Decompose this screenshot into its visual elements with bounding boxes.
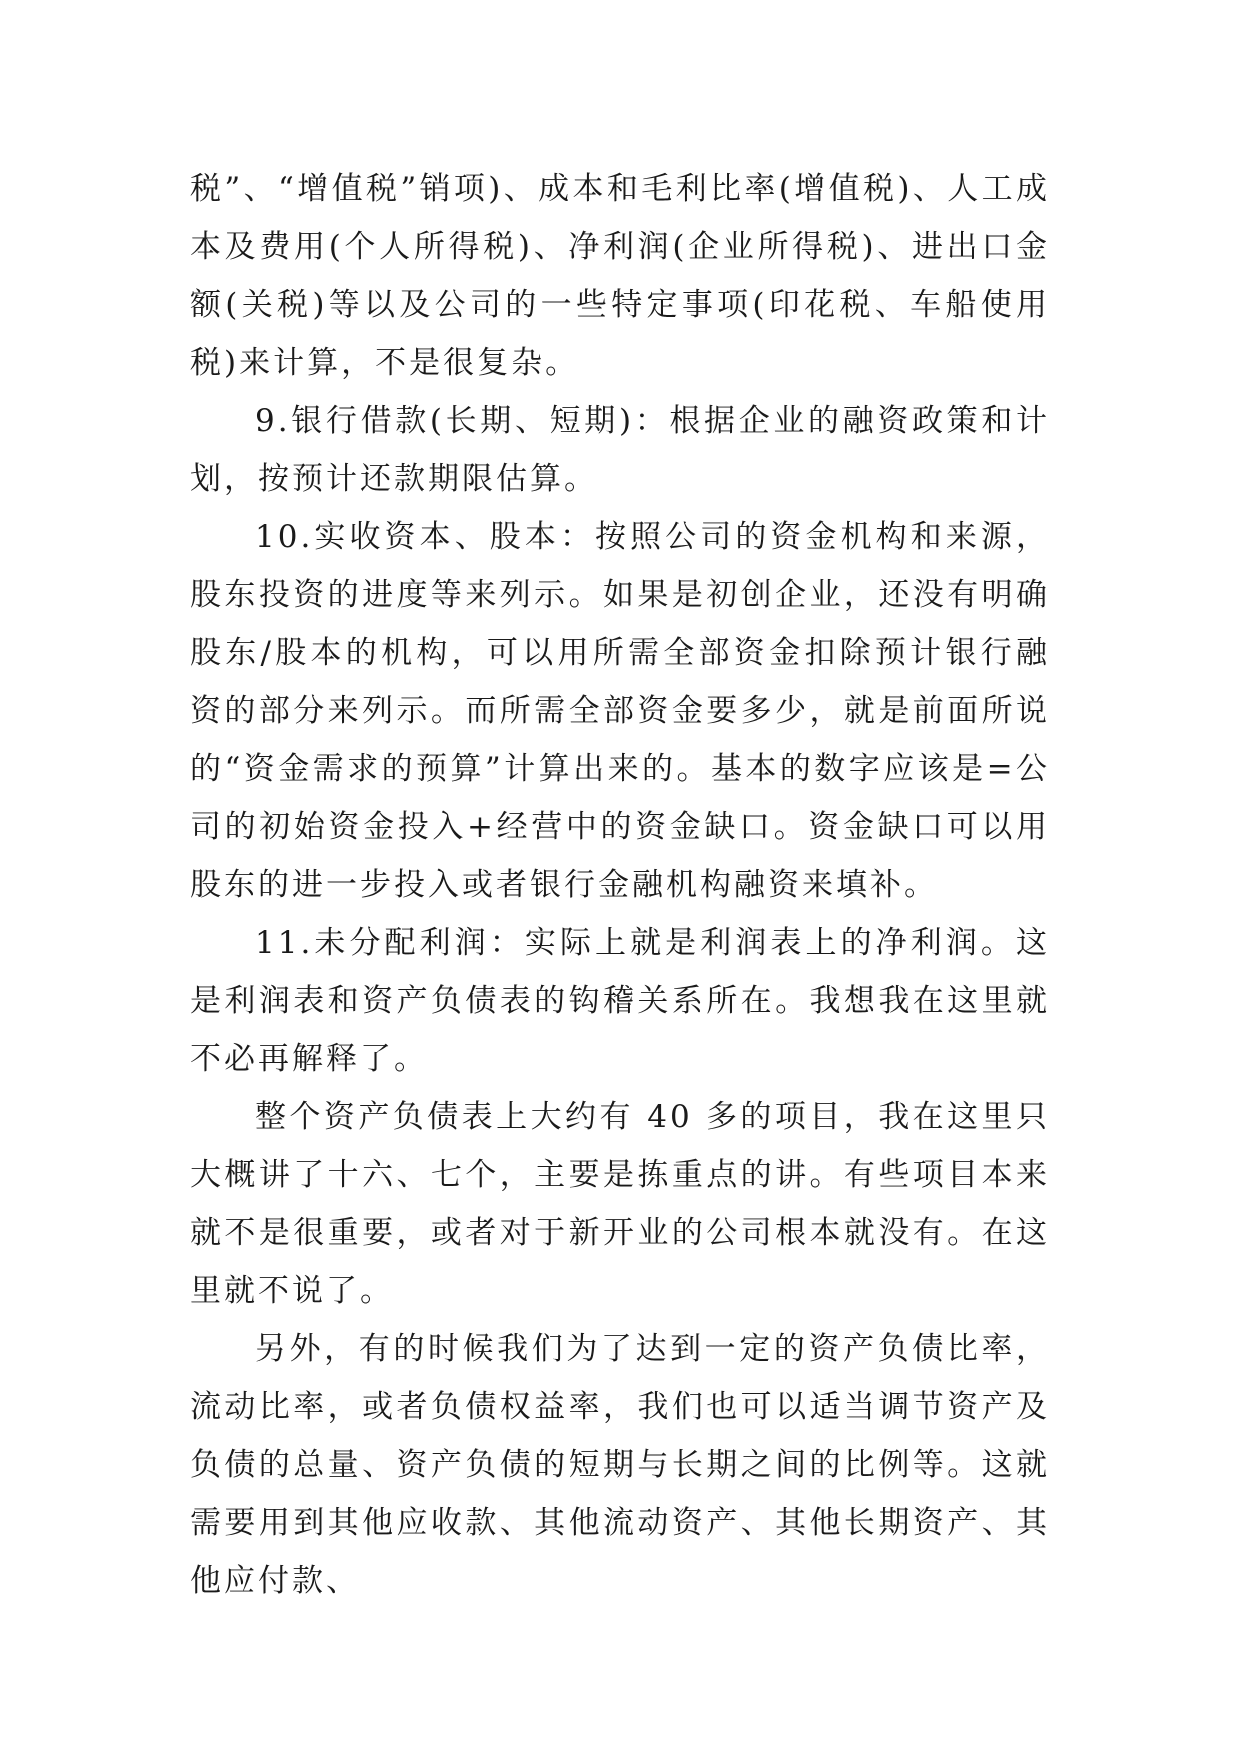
- document-body: [190, 160, 1050, 1610]
- paragraph-ratio-adjustment: 另外，有的时候我们为了达到一定的资产负债比率，流动比率，或者负债权益率，我们也可以适当调节资产及负债的总量、资产负债的短期与长期之间的比例等。这就需要用到其他应收款、其他流动资产、其他长期资产、其他应付款、: [190, 1331, 1050, 1599]
- paragraph-retained-earnings: 11.未分配利润：实际上就是利润表上的净利润。这是利润表和资产负债表的钩稽关系所在。我想我在这里就不必再解释了。: [190, 925, 1050, 1077]
- paragraph-bank-loans: 9.银行借款(长期、短期)：根据企业的融资政策和计划，按预计还款期限估算。: [190, 403, 1050, 497]
- paragraph-tax-items: 税”、“增值税”销项)、成本和毛利比率(增值税)、人工成本及费用(个人所得税)、净利润(企业所得税)、进出口金额(关税)等以及公司的一些特定事项(印花税、车船使用税)来计算，不是很复杂。: [190, 171, 1050, 381]
- paragraph-paid-in-capital: 10.实收资本、股本：按照公司的资金机构和来源，股东投资的进度等来列示。如果是初创企业，还没有明确股东/股本的机构，可以用所需全部资金扣除预计银行融资的部分来列示。而所需全部资金要多少，就是前面所说的“资金需求的预算”计算出来的。基本的数字应该是=公司的初始资金投入+经营中的资金缺口。资金缺口可以用股东的进一步投入或者银行金融机构融资来填补。: [190, 519, 1050, 903]
- paragraph-balance-sheet-items: 整个资产负债表上大约有 40 多的项目，我在这里只大概讲了十六、七个，主要是拣重点的讲。有些项目本来就不是很重要，或者对于新开业的公司根本就没有。在这里就不说了。: [190, 1099, 1050, 1309]
